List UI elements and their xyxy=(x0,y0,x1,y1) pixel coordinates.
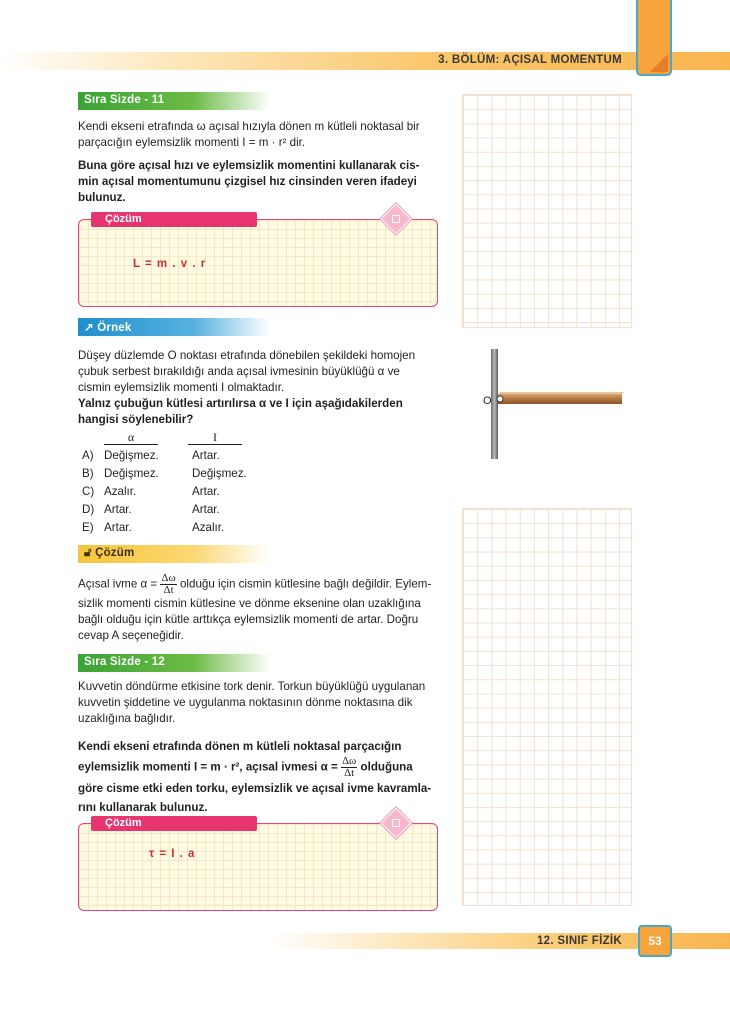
ornek-question-line-1: Yalnız çubuğun kütlesi artırılırsa α ve I için aşağıdakilerden xyxy=(78,397,403,410)
s12-solution-box xyxy=(78,817,438,911)
cozum-tag-label: Çözüm xyxy=(95,547,135,559)
unlock-icon: 🔓︎ xyxy=(84,547,92,559)
s11-solution-box xyxy=(78,213,438,307)
s12-intro-line-3: uzaklığına bağlıdır. xyxy=(78,712,176,725)
s11-question xyxy=(78,158,446,206)
header-tab-decoration xyxy=(636,0,672,76)
note-grid-top xyxy=(462,94,632,328)
ornek-solution-text xyxy=(78,573,446,644)
vertical-wall xyxy=(491,349,498,459)
ornek-intro-line-3: cismin eylemsizlik momenti I olmaktadır. xyxy=(78,381,285,394)
s11-intro-line-1: Kendi ekseni etrafında ω açısal hızıyla dönen m kütleli noktasal bir xyxy=(78,120,420,133)
ornek-intro-line-2: çubuk serbest bırakıldığı anda açısal ivmesinin büyüklüğü α ve xyxy=(78,365,400,378)
s11-question-line-3: bulunuz. xyxy=(78,191,126,204)
option-b: B) Değişmez. Değişmez. xyxy=(82,467,247,480)
external-link-icon: ↗︎ xyxy=(84,322,94,334)
ornek-solution-line-2: sizlik momenti cismin kütlesine ve dönme eksenine olan uzaklığına xyxy=(78,597,421,610)
s12-question-line-1: Kendi ekseni etrafında dönen m kütleli noktasal parçacığın xyxy=(78,740,402,753)
ornek-solution-line-3: bağlı olduğu için kütle arttıkça eylemsizlik momenti de artar. Doğru xyxy=(78,613,419,626)
option-column-alpha-line xyxy=(104,444,158,445)
chapter-title: 3. BÖLÜM: AÇISAL MOMENTUM xyxy=(438,54,622,66)
s12-question-line-3: göre cisme etki eden torku, eylemsizlik ve açısal ivme kavramla- xyxy=(78,782,432,795)
s11-question-line-2: min açısal momentumunu çizgisel hız cinsinden veren ifadeyi xyxy=(78,175,417,188)
option-e: E) Artar. Azalır. xyxy=(82,521,225,534)
s11-answer: L = m . v . r xyxy=(133,258,207,270)
option-column-alpha: α xyxy=(127,430,135,444)
option-a: A) Değişmez. Artar. xyxy=(82,449,220,462)
s12-answer: τ = I . a xyxy=(149,848,196,860)
ornek-intro xyxy=(78,348,446,396)
s11-intro xyxy=(78,119,446,151)
ornek-question xyxy=(78,396,446,428)
pivot-point xyxy=(497,396,503,402)
s12-question-line-2: eylemsizlik momenti I = m · r², açısal ivmesi α = $\frac{\Delta\omega}{\Delta t}$ olduğuna xyxy=(78,755,413,779)
rod-figure xyxy=(478,345,628,463)
ornek-question-line-2: hangisi söylenebilir? xyxy=(78,413,194,426)
option-d: D) Artar. Artar. xyxy=(82,503,220,516)
section-tag-ornek xyxy=(78,318,270,336)
s12-intro-line-2: kuvvetin şiddetine ve uygulanma noktasının dönme noktasına dik xyxy=(78,696,413,709)
ornek-solution-line-4: cevap A seçeneğidir. xyxy=(78,629,184,642)
note-grid-bottom xyxy=(462,508,632,906)
page-number: 53 xyxy=(638,925,672,957)
fraction-delta-omega-over-delta-t-2: $\frac{\Delta\omega}{\Delta t}$ xyxy=(341,755,357,779)
section-tag-cozum xyxy=(78,545,270,563)
fraction-delta-omega-over-delta-t: $\frac{\Delta\omega}{\Delta t}$ xyxy=(161,572,176,596)
section-tag-sira-sizde-12: Sıra Sizde - 12 xyxy=(78,654,270,672)
s11-intro-line-2: parçacığın eylemsizlik momenti I = m · r² dir. xyxy=(78,136,306,149)
pencil-icon xyxy=(380,203,411,234)
solution-label: Çözüm xyxy=(91,212,257,227)
s12-question-line-4: rını kullanarak bulunuz. xyxy=(78,801,208,814)
solution-label-2: Çözüm xyxy=(91,816,257,831)
s12-intro xyxy=(78,679,446,727)
ornek-solution-line-1: Açısal ivme α = $\frac{\Delta\omega}{\Delta t}$ olduğu için cismin kütlesine bağlı değildir. Eylem- xyxy=(78,572,432,596)
pivot-label: O xyxy=(483,395,492,407)
ornek-intro-line-1: Düşey düzlemde O noktası etrafında dönebilen şekildeki homojen xyxy=(78,349,416,362)
section-tag-sira-sizde-11: Sıra Sizde - 11 xyxy=(78,92,270,110)
s11-question-line-1: Buna göre açısal hızı ve eylemsizlik momentini kullanarak cis- xyxy=(78,159,420,172)
s12-intro-line-1: Kuvvetin döndürme etkisine tork denir. Torkun büyüklüğü uygulanan xyxy=(78,680,426,693)
option-column-inertia: I xyxy=(213,430,217,444)
footer-title: 12. SINIF FİZİK xyxy=(536,935,622,947)
option-c: C) Azalır. Artar. xyxy=(82,485,220,498)
s12-question xyxy=(78,737,446,817)
option-column-inertia-line xyxy=(188,444,242,445)
wooden-rod xyxy=(498,394,622,404)
ornek-tag-label: Örnek xyxy=(97,322,132,334)
